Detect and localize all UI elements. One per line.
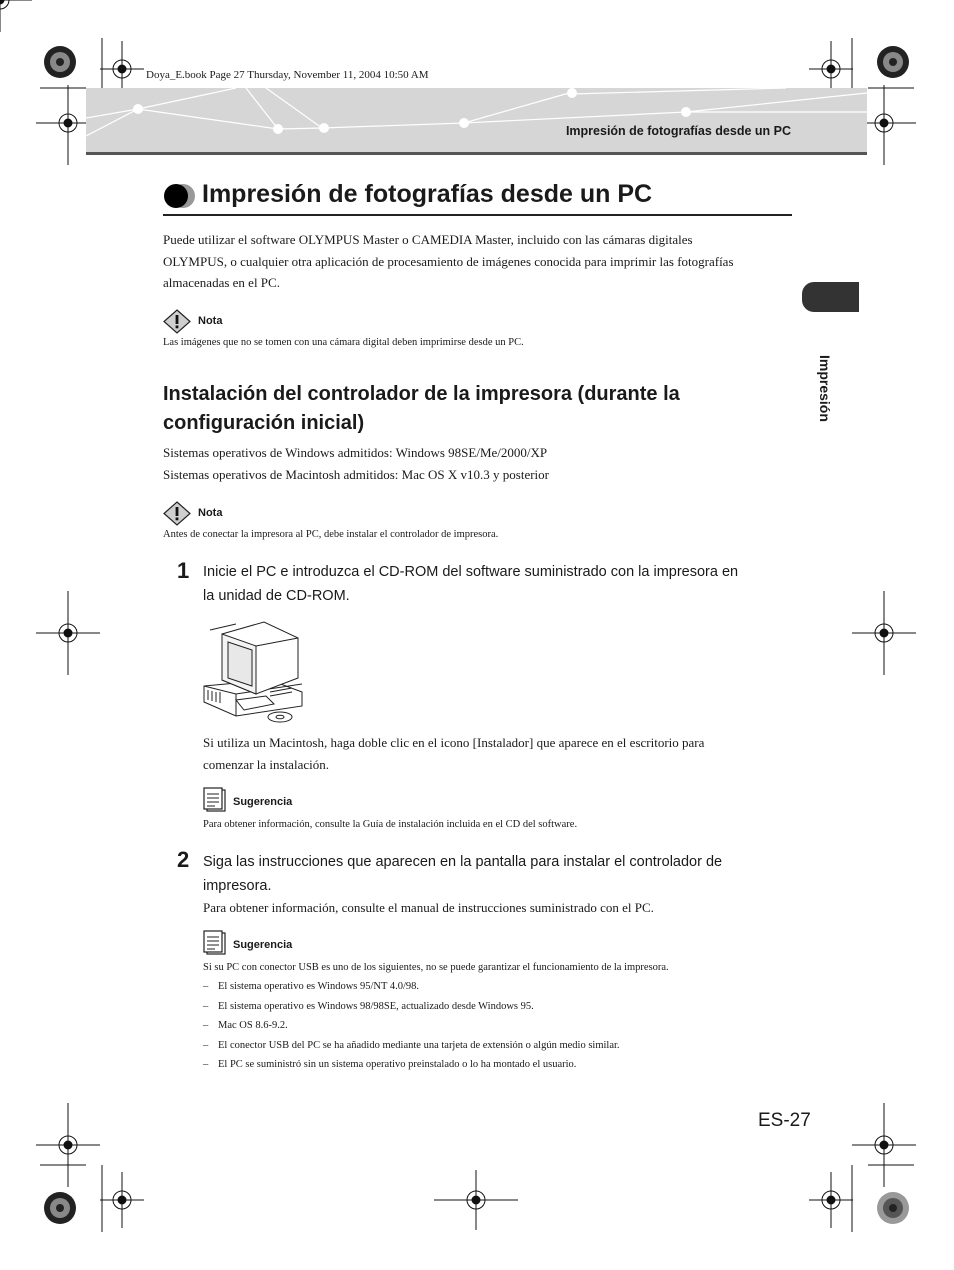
memo-icon (203, 930, 227, 956)
step-line: Siga las instrucciones que aparecen en la pantalla para instalar el controlador de (203, 854, 723, 870)
side-tab-label: Impresión (817, 355, 833, 422)
section-heading-line: Instalación del controlador de la impresora (durante la (163, 383, 680, 405)
page-number: ES-27 (758, 1110, 811, 1131)
note-label: Nota (198, 315, 223, 327)
intro-line: Puede utilizar el software OLYMPUS Master o CAMEDIA Master, incluido con las cámaras digitales (163, 232, 693, 247)
header-network-pattern (86, 88, 867, 154)
step-line: impresora. (203, 878, 272, 894)
step-number: 1 (177, 558, 190, 583)
header-band (86, 88, 867, 154)
warning-icon (163, 309, 191, 334)
warning-icon (163, 501, 191, 526)
section-heading (163, 380, 763, 437)
step-instruction (203, 560, 738, 608)
side-tab (802, 282, 859, 312)
list-item: – El conector USB del PC se ha añadido mediante una tarjeta de extensión o algún medio similar. (203, 1039, 620, 1051)
step-sub-text: Para obtener información, consulte el manual de instrucciones suministrado con el PC. (203, 900, 654, 915)
tip-bullet-list (203, 977, 620, 1075)
mac-instruction (203, 732, 704, 775)
note-text: Las imágenes que no se tomen con una cámara digital deben imprimirse desde un PC. (163, 337, 524, 348)
step-line: Inicie el PC e introduzca el CD-ROM del software suministrado con la impresora en (203, 564, 739, 580)
list-item: – El PC se suministró sin un sistema operativo preinstalado o lo ha montado el usuario. (203, 1059, 577, 1070)
os-windows: Sistemas operativos de Windows admitidos: Windows 98SE/Me/2000/XP (163, 445, 548, 460)
list-item: – El sistema operativo es Windows 95/NT 4.0/98. (203, 981, 420, 992)
step-line: la unidad de CD-ROM. (203, 588, 350, 604)
tip-label: Sugerencia (233, 796, 293, 808)
intro-paragraph (163, 229, 803, 294)
page-title: Impresión de fotografías desde un PC (202, 180, 653, 208)
header-rule (86, 152, 867, 155)
mac-line: Si utiliza un Macintosh, haga doble clic en el icono [Instalador] que aparece en el escritorio para (203, 735, 705, 750)
section-heading-line: configuración inicial) (163, 411, 365, 434)
running-title: Impresión de fotografías desde un PC (565, 124, 791, 138)
intro-line: almacenadas en el PC. (163, 275, 280, 290)
tip-text: Si su PC con conector USB es uno de los siguientes, no se puede garantizar el funcionamiento de la impresora. (203, 962, 669, 973)
intro-line: OLYMPUS, o cualquier otra aplicación de procesamiento de imágenes conocida para imprimir las fotografías (163, 253, 734, 269)
memo-icon (203, 787, 227, 813)
list-item: – Mac OS 8.6-9.2. (203, 1020, 288, 1031)
note-text: Antes de conectar la impresora al PC, debe instalar el controlador de impresora. (163, 529, 499, 540)
note-label: Nota (198, 507, 223, 519)
file-info: Doya_E.book Page 27 Thursday, November 11, 2004 10:50 AM (146, 69, 429, 81)
mac-line: comenzar la instalación. (203, 756, 329, 772)
os-support (163, 442, 549, 485)
title-bullet-icon (163, 182, 197, 210)
os-mac: Sistemas operativos de Macintosh admitidos: Mac OS X v10.3 y posterior (163, 466, 549, 482)
step-instruction (203, 850, 722, 898)
title-rule (163, 214, 792, 216)
tip-text: Para obtener información, consulte la Guía de instalación incluida en el CD del software. (203, 819, 578, 830)
list-item: – El sistema operativo es Windows 98/98SE, actualizado desde Windows 95. (203, 1000, 534, 1012)
step-number: 2 (177, 847, 190, 872)
computer-cdrom-illustration (200, 620, 306, 724)
tip-label: Sugerencia (233, 939, 293, 951)
